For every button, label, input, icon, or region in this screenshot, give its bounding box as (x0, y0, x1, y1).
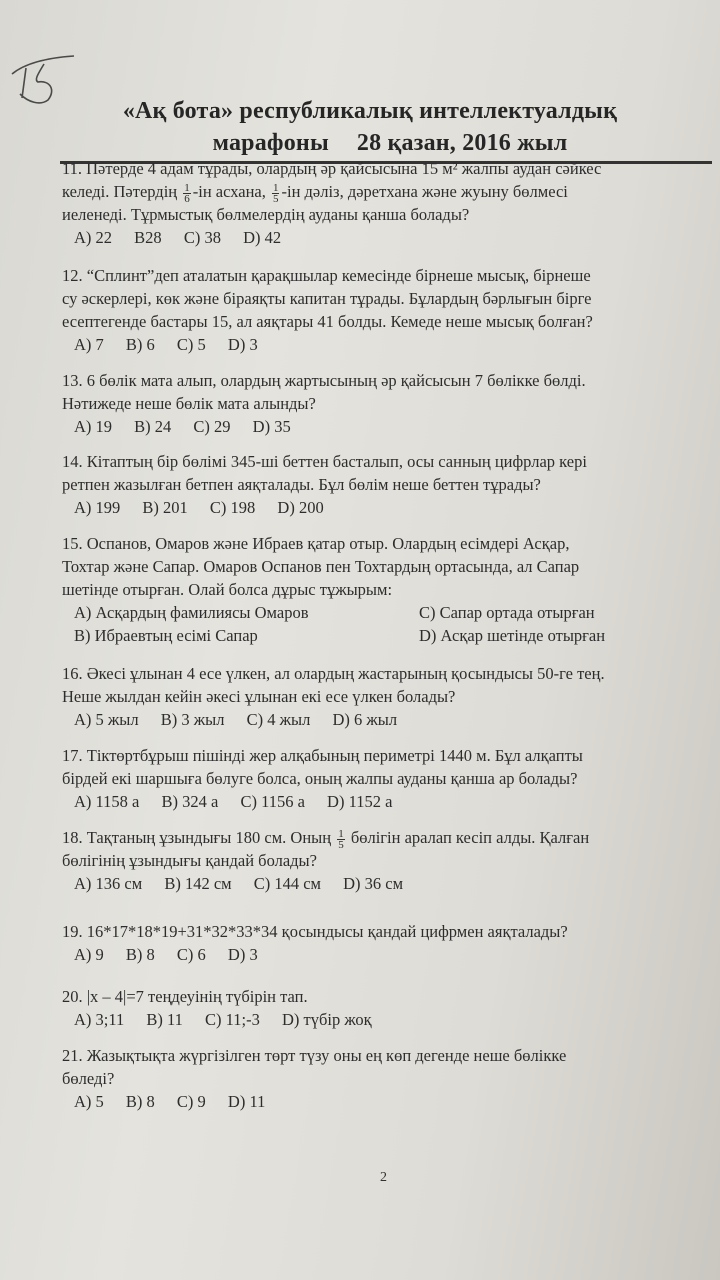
question-15-line-2: Тохтар және Сапар. Омаров Оспанов пен Тохтардың ортасында, ал Сапар (62, 557, 580, 576)
question-16-answers (74, 708, 717, 731)
question-19-answers (74, 943, 717, 966)
page-number: 2 (380, 1170, 387, 1185)
answer-option[interactable]: D) түбір жоқ (282, 1010, 372, 1029)
answer-option[interactable]: D) 6 жыл (332, 710, 398, 729)
question-15 (62, 532, 717, 647)
answer-option[interactable]: B) 11 (146, 1010, 183, 1029)
question-19 (62, 920, 717, 966)
fraction-one-fifth: $\frac{1}{5}$ (338, 827, 344, 851)
answer-option[interactable]: A) 136 см (74, 874, 143, 893)
answer-option[interactable]: C) Сапар ортада отырған (419, 603, 595, 622)
question-20-answers (74, 1008, 717, 1031)
exam-title-marathon: марафоны (212, 130, 329, 156)
answer-option[interactable]: B) 3 жыл (160, 710, 225, 729)
fraction-one-fifth: $\frac{1}{5}$ (272, 181, 279, 205)
question-11-line-3: иеленеді. Тұрмыстық бөлмелердің ауданы қанша болады? (62, 205, 470, 224)
answer-option[interactable]: D) 1152 а (327, 792, 393, 811)
answer-option[interactable]: D) 200 (277, 498, 324, 517)
question-18-line-1: 18. Тақтаның ұзындығы 180 см. Оның $\frac{1}{5}$ бөлігін аралап кесіп алды. Қалған (62, 827, 590, 851)
answer-option[interactable]: C) 38 (183, 228, 221, 247)
answer-option[interactable]: C) 4 жыл (246, 710, 311, 729)
exam-title-line1: «Ақ бота» республикалық интеллектуалдық (122, 98, 618, 124)
question-16-line-1: 16. Әкесі ұлынан 4 есе үлкен, ал олардың жастарының қосындысы 50-ге тең. (62, 664, 605, 683)
answer-option[interactable]: B) 6 (125, 335, 155, 354)
question-21-answers (74, 1090, 717, 1113)
answer-option[interactable]: A) 5 жыл (74, 710, 139, 729)
question-16-line-2: Неше жылдан кейін әкесі ұлынан екі есе үлкен болады? (62, 687, 456, 706)
question-12-line-2: су әскерлері, көк және біраяқты капитан тұрады. Бұлардың бәрлығын бірге (62, 289, 592, 308)
answer-option[interactable]: B) 8 (125, 945, 155, 964)
answer-option[interactable]: D) 3 (227, 335, 258, 354)
exam-date: 28 қазан, 2016 жыл (356, 130, 568, 156)
question-17-answers (74, 790, 717, 813)
answer-option[interactable]: C) 11;-3 (205, 1010, 260, 1029)
answer-option[interactable]: A) 7 (74, 335, 104, 354)
question-14-line-1: 14. Кітаптың бір бөлімі 345-ші беттен басталып, осы санның цифрлар кері (62, 452, 587, 471)
question-21-line-1: 21. Жазықтықта жүргізілген төрт түзу оны ең көп дегенде неше бөлікке (62, 1046, 567, 1065)
answer-option[interactable]: B) Ибраевтың есімі Сапар (74, 626, 258, 645)
answer-option[interactable]: B) 142 см (164, 874, 232, 893)
question-21-line-2: бөледі? (62, 1069, 115, 1088)
answer-option[interactable]: C) 198 (209, 498, 256, 517)
answer-option[interactable]: A) 199 (74, 498, 121, 517)
answer-option[interactable]: B28 (134, 228, 162, 247)
answer-option[interactable]: D) Асқар шетінде отырған (419, 626, 606, 645)
question-17-line-2: бірдей екі шаршыға бөлуге болса, оның жалпы ауданы қанша ар болады? (62, 769, 578, 788)
question-21 (62, 1044, 717, 1113)
answer-option[interactable]: A) Асқардың фамилиясы Омаров (74, 603, 309, 622)
question-13-line-1: 13. 6 бөлік мата алып, олардың жартысының әр қайсысын 7 бөлікке бөлді. (62, 371, 586, 390)
question-12-line-3: есептегенде бастары 15, ал аяқтары 41 болды. Кемеде неше мысық болған? (62, 312, 593, 331)
answer-option[interactable]: D) 35 (252, 417, 291, 436)
answer-option[interactable]: D) 36 см (343, 874, 404, 893)
question-11-line-2: келеді. Пәтердің $\frac{1}{6}$ -ін асхана, $\frac{1}{5}$ -ін дәліз, дәретхана және жуыну бөлмесі (62, 181, 568, 205)
question-13-answers (74, 415, 717, 438)
question-14-line-2: ретпен жазылған бетпен аяқталады. Бұл бөлім неше беттен тұрады? (62, 475, 541, 494)
answer-option[interactable]: A) 19 (74, 417, 113, 436)
question-20 (62, 985, 717, 1031)
answer-option[interactable]: C) 5 (176, 335, 206, 354)
answer-option[interactable]: B) 8 (125, 1092, 155, 1111)
question-15-line-1: 15. Оспанов, Омаров және Ибраев қатар отыр. Олардың есімдері Асқар, (62, 534, 570, 553)
question-11-line-1: 11. Пәтерде 4 адам тұрады, олардың әр қайсысына 15 м² жалпы аудан сәйкес (62, 159, 602, 178)
question-19-line-1: 19. 16*17*18*19+31*32*33*34 қосындысы қандай цифрмен аяқталады? (62, 922, 568, 941)
answer-option[interactable]: D) 11 (227, 1092, 266, 1111)
answer-option[interactable]: C) 144 см (253, 874, 321, 893)
answer-option[interactable]: B) 24 (134, 417, 172, 436)
answer-option[interactable]: C) 1156 а (240, 792, 305, 811)
question-12-answers (74, 333, 717, 356)
question-12 (62, 264, 717, 356)
exam-title-line2 (120, 128, 660, 158)
question-14-answers (74, 496, 717, 519)
answer-option[interactable]: A) 22 (74, 228, 113, 247)
fraction-one-sixth: $\frac{1}{6}$ (184, 181, 190, 205)
question-17 (62, 744, 717, 813)
question-14 (62, 450, 717, 519)
question-18 (62, 826, 717, 895)
question-13 (62, 369, 717, 438)
answer-option[interactable]: C) 9 (176, 1092, 206, 1111)
question-18-line-2: бөлігінің ұзындығы қандай болады? (62, 851, 317, 870)
answer-option[interactable]: D) 3 (227, 945, 258, 964)
answer-option[interactable]: B) 324 а (161, 792, 219, 811)
question-11 (62, 157, 717, 249)
answer-option[interactable]: B) 201 (142, 498, 188, 517)
answer-option[interactable]: D) 42 (243, 228, 282, 247)
answer-option[interactable]: A) 5 (74, 1092, 104, 1111)
question-18-answers (74, 872, 717, 895)
answer-option[interactable]: A) 1158 а (74, 792, 140, 811)
question-20-line-1: 20. |x – 4|=7 теңдеуінің түбірін тап. (62, 987, 308, 1006)
question-12-line-1: 12. “Сплинт”деп аталатын қарақшылар кемесінде бірнеше мысық, бірнеше (62, 266, 591, 285)
answer-option[interactable]: A) 3;11 (74, 1010, 125, 1029)
question-15-answers (74, 601, 717, 647)
question-11-answers (74, 226, 717, 249)
question-13-line-2: Нәтижеде неше бөлік мата алынды? (62, 394, 316, 413)
answer-option[interactable]: C) 6 (176, 945, 206, 964)
question-17-line-1: 17. Тіктөртбұрыш пішінді жер алқабының периметрі 1440 м. Бұл алқапты (62, 746, 583, 765)
answer-option[interactable]: C) 29 (193, 417, 231, 436)
answer-option[interactable]: A) 9 (74, 945, 104, 964)
question-15-line-3: шетінде отырған. Олай болса дұрыс тұжырым: (62, 580, 393, 599)
question-16 (62, 662, 717, 731)
